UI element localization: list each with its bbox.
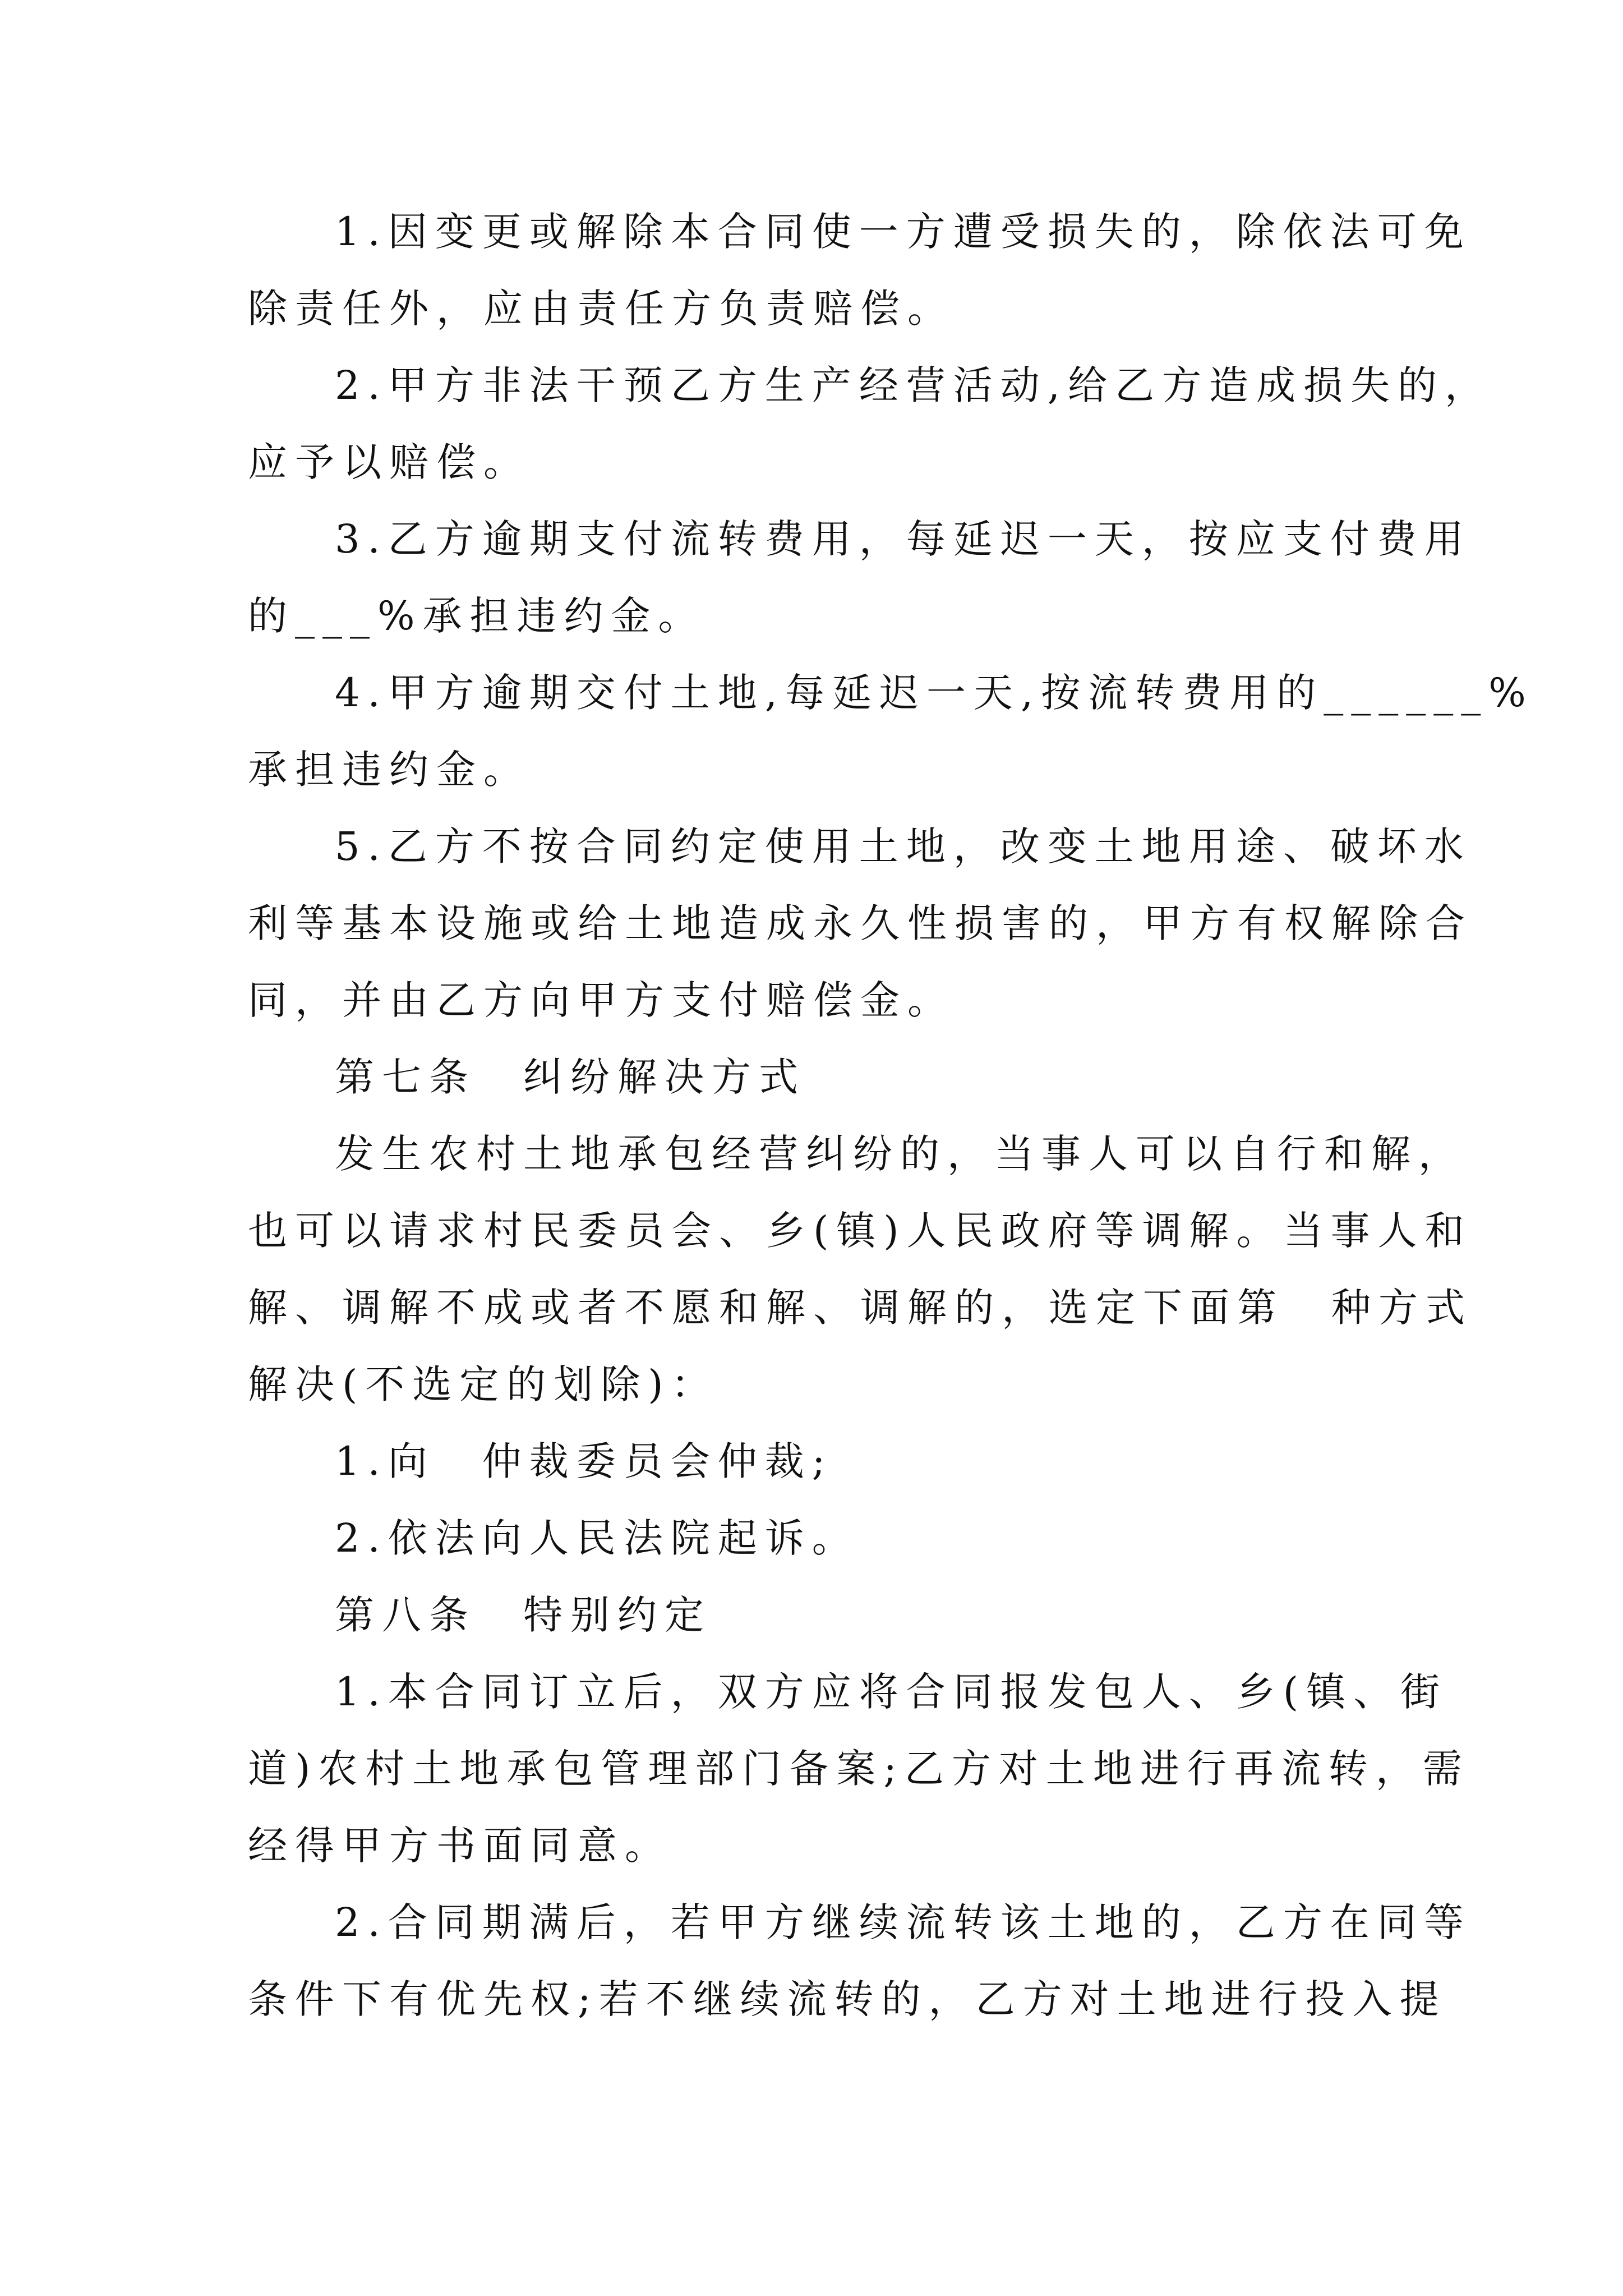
clause-line: 道)农村土地承包管理部门备案;乙方对土地进行再流转，需 (248, 1746, 1470, 1792)
clause-line: 的___%承担违约金。 (248, 593, 706, 639)
clause-line: 经得甲方书面同意。 (248, 1823, 672, 1869)
clause-line: 1.本合同订立后，双方应将合同报发包人、乡(镇、街 (335, 1669, 1448, 1715)
clause-line: 2.甲方非法干预乙方生产经营活动,给乙方造成损失的， (335, 362, 1492, 408)
clause-line: 解决(不选定的划除)： (248, 1361, 718, 1407)
clause-line: 解、调解不成或者不愿和解、调解的，选定下面第 种方式 (248, 1285, 1473, 1331)
clause-line: 条件下有优先权;若不继续流转的，乙方对土地进行投入提 (248, 1976, 1447, 2022)
clause-line: 3.乙方逾期支付流转费用，每延迟一天，按应支付费用 (335, 516, 1472, 562)
article-heading: 第七条 纠纷解决方式 (335, 1054, 806, 1100)
clause-line: 应予以赔偿。 (248, 439, 531, 485)
clause-line: 2.合同期满后，若甲方继续流转该土地的，乙方在同等 (335, 1899, 1472, 1945)
clause-line: 1.因变更或解除本合同使一方遭受损失的，除依法可免 (335, 209, 1472, 255)
clause-line: 2.依法向人民法院起诉。 (335, 1515, 859, 1561)
document-body (248, 194, 1534, 2038)
clause-line: 发生农村土地承包经营纠纷的，当事人可以自行和解， (335, 1131, 1465, 1177)
clause-line: 5.乙方不按合同约定使用土地，改变土地用途、破坏水 (335, 823, 1472, 869)
clause-line: 除责任外，应由责任方负责赔偿。 (248, 286, 955, 332)
clause-line: 利等基本设施或给土地造成永久性损害的，甲方有权解除合 (248, 900, 1473, 946)
clause-line: 4.甲方逾期交付土地,每延迟一天,按流转费用的______% (335, 670, 1534, 716)
clause-line: 也可以请求村民委员会、乡(镇)人民政府等调解。当事人和 (248, 1208, 1472, 1254)
article-heading: 第八条 特别约定 (335, 1592, 712, 1638)
clause-line: 承担违约金。 (248, 747, 531, 793)
clause-line: 同，并由乙方向甲方支付赔偿金。 (248, 977, 955, 1023)
clause-line: 1.向 仲裁委员会仲裁; (335, 1438, 833, 1484)
